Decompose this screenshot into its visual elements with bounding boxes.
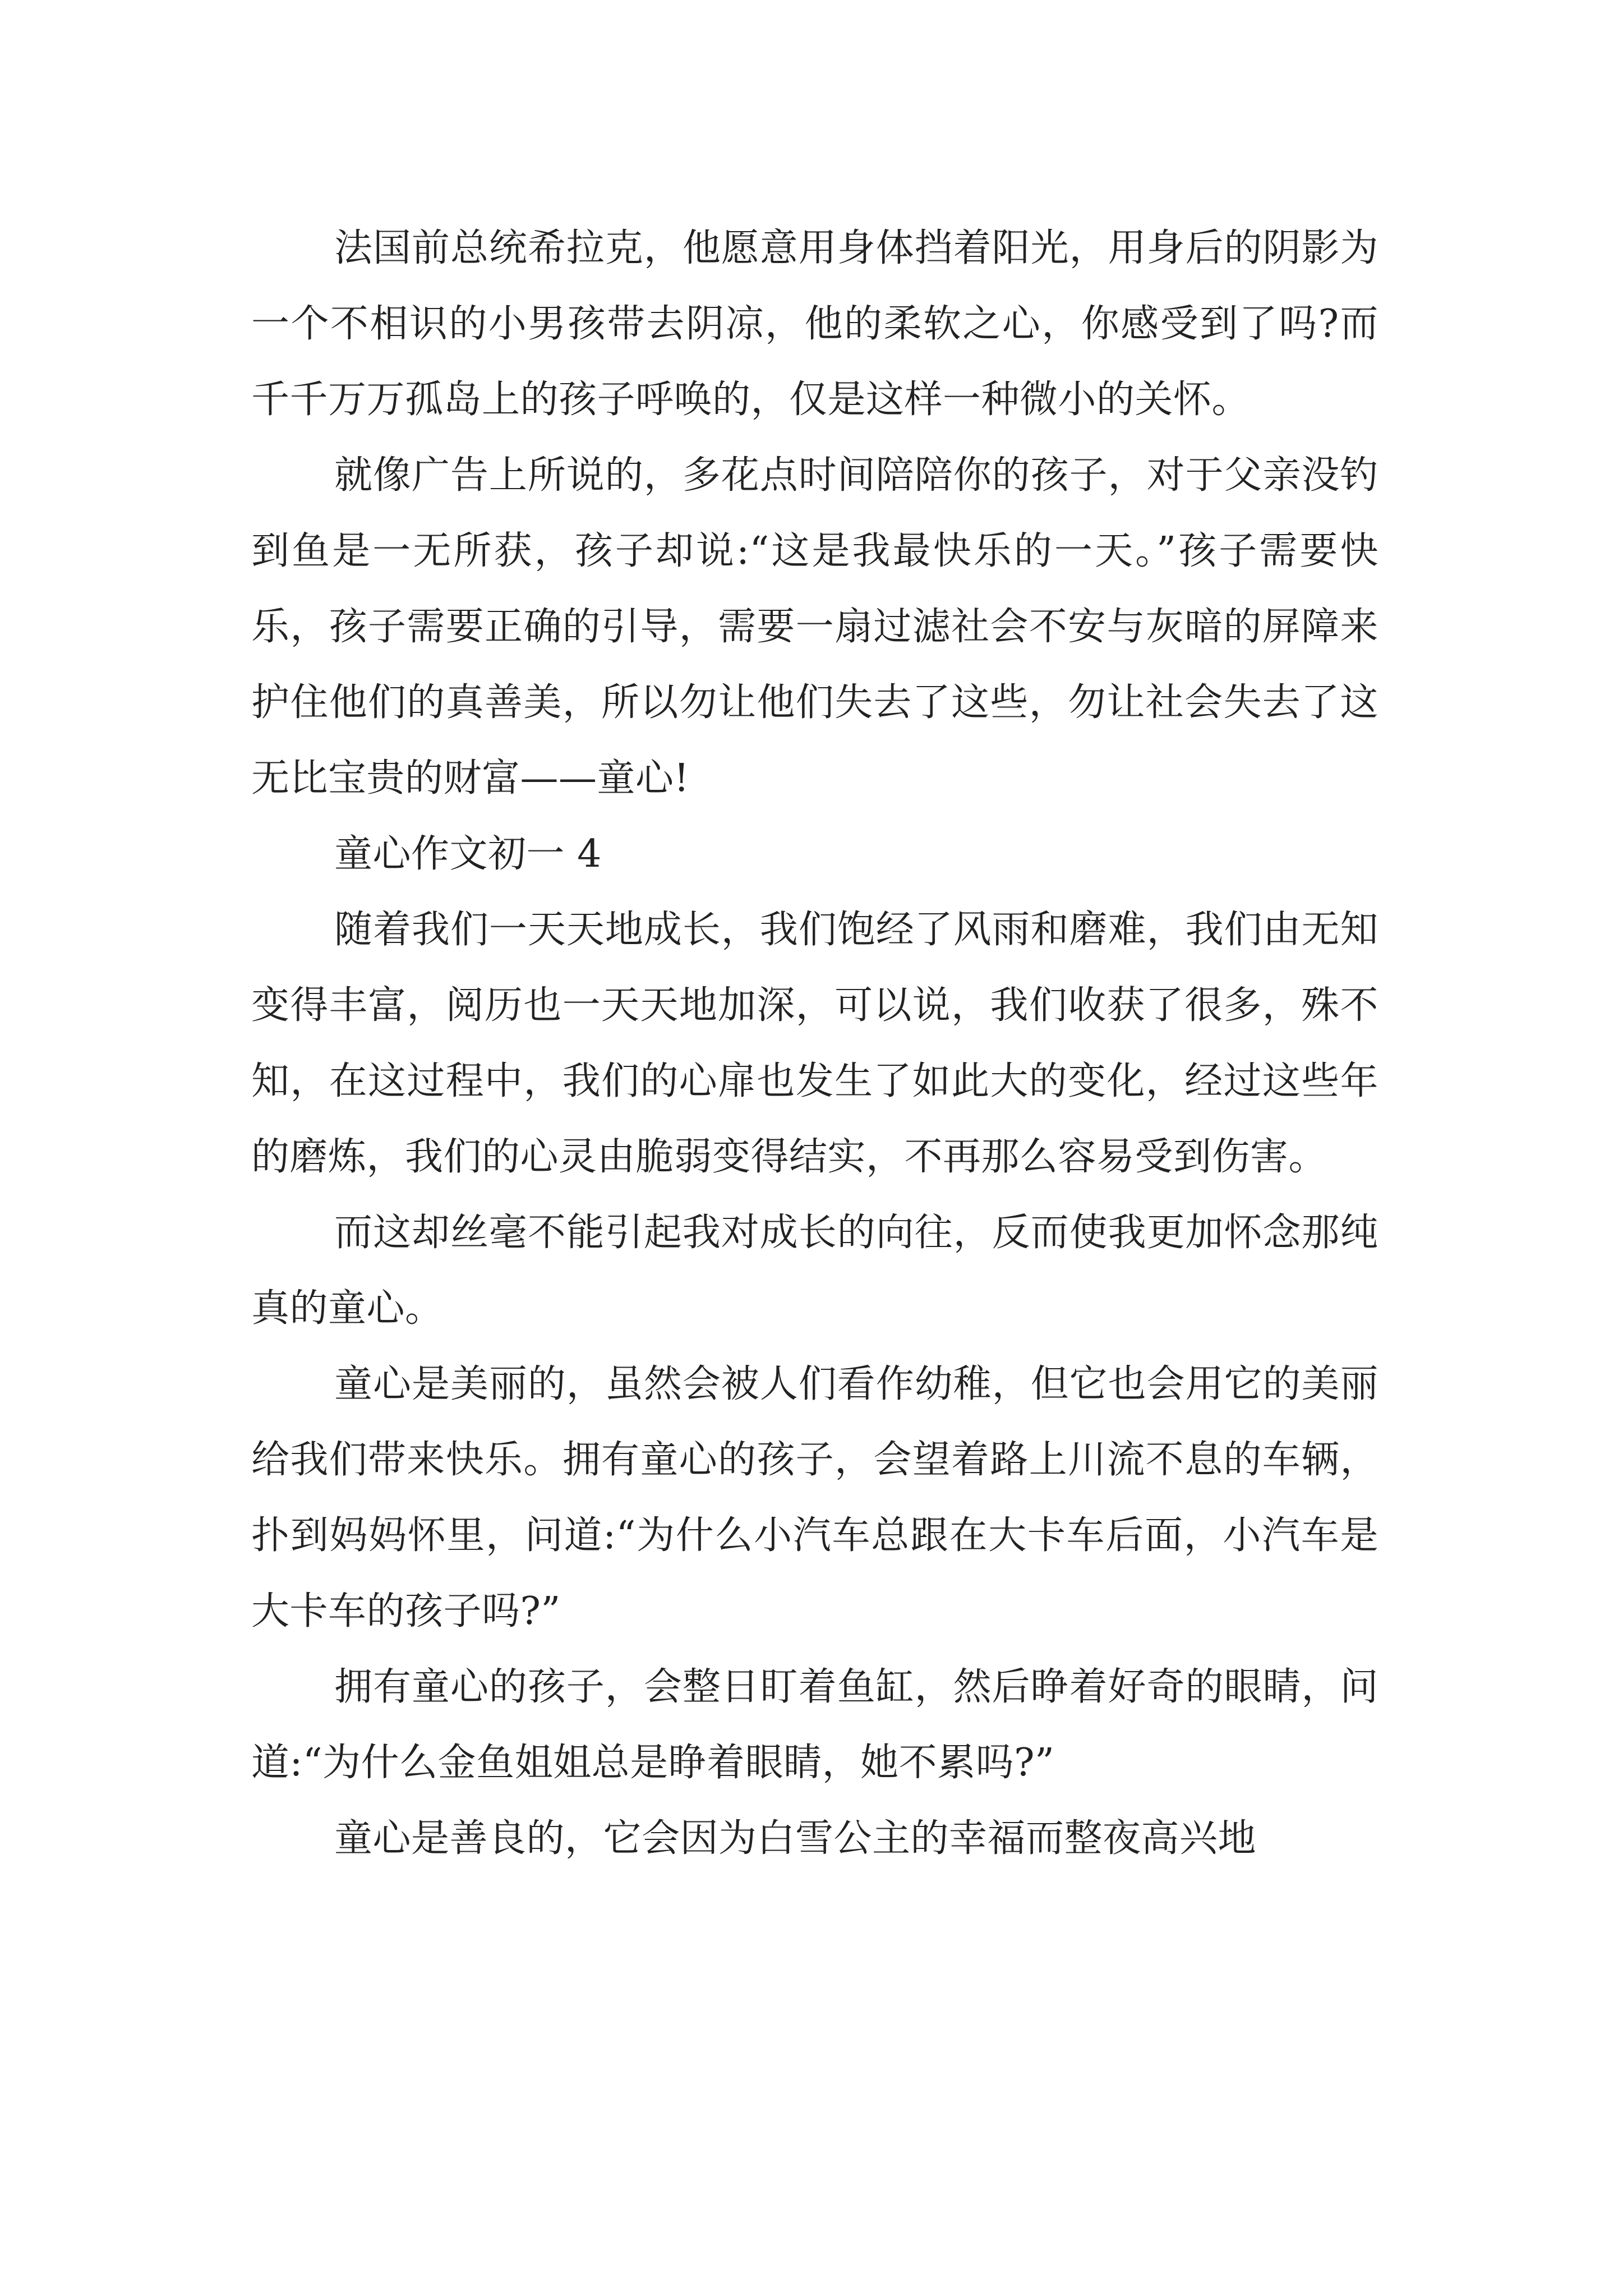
- paragraph: 童心是美丽的，虽然会被人们看作幼稚，但它也会用它的美丽给我们带来快乐。拥有童心的孩子，会望着路上川流不息的车辆，扑到妈妈怀里，问道:“为什么小汽车总跟在大卡车后面，小汽车是大卡车的孩子吗?”: [251, 1362, 1378, 1634]
- paragraph: 童心是善良的，它会因为白雪公主的幸福而整夜高兴地: [334, 1816, 1257, 1861]
- paragraph: 随着我们一天天地成长，我们饱经了风雨和磨难，我们由无知变得丰富，阅历也一天天地加深，可以说，我们收获了很多，殊不知，在这过程中，我们的心扉也发生了如此大的变化，经过这些年的磨炼，我们的心灵由脆弱变得结实，不再那么容易受到伤害。: [251, 908, 1378, 1179]
- paragraph: 而这却丝毫不能引起我对成长的向往，反而使我更加怀念那纯真的童心。: [251, 1211, 1378, 1331]
- section-heading: 童心作文初一 4: [334, 832, 602, 876]
- document-body: [251, 210, 1378, 1876]
- paragraph: 就像广告上所说的，多花点时间陪陪你的孩子，对于父亲没钓到鱼是一无所获，孩子却说:“这是我最快乐的一天。”孩子需要快乐，孩子需要正确的引导，需要一扇过滤社会不安与灰暗的屏障来护住他们的真善美，所以勿让他们失去了这些，勿让社会失去了这无比宝贵的财富——童心!: [251, 453, 1378, 800]
- paragraph: 法国前总统希拉克，他愿意用身体挡着阳光，用身后的阴影为一个不相识的小男孩带去阴凉，他的柔软之心，你感受到了吗?而千千万万孤岛上的孩子呼唤的，仅是这样一种微小的关怀。: [251, 226, 1378, 422]
- paragraph: 拥有童心的孩子，会整日盯着鱼缸，然后睁着好奇的眼睛，问道:“为什么金鱼姐姐总是睁着眼睛，她不累吗?”: [251, 1665, 1378, 1785]
